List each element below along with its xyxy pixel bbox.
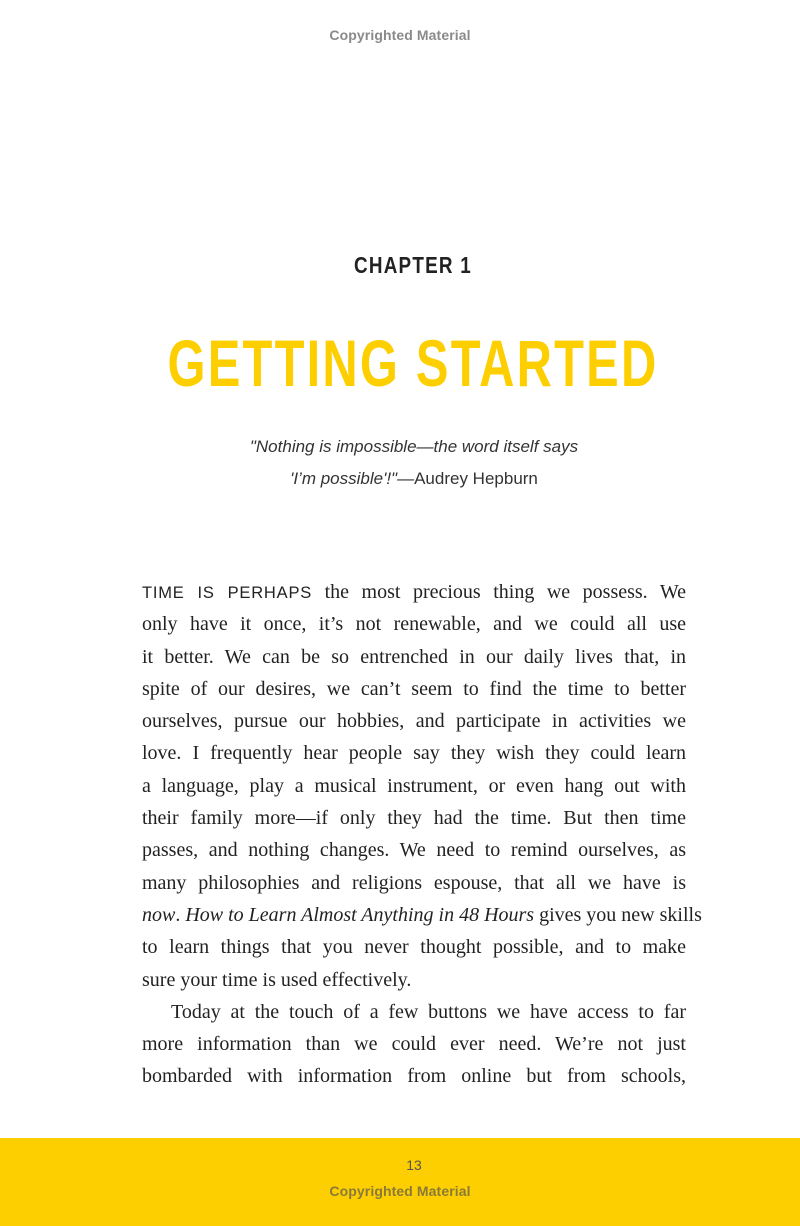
- lead-in: TIME IS PERHAPS: [142, 584, 313, 602]
- chapter-label: CHAPTER 1: [354, 252, 472, 278]
- body-text: [142, 576, 702, 1093]
- emphasis: now: [142, 903, 176, 926]
- copyright-watermark-top: Copyrighted Material: [329, 27, 471, 43]
- copyright-watermark-bottom: Copyrighted Material: [329, 1183, 471, 1199]
- text-line: Today at the touch of a few buttons we have access to far: [171, 1000, 686, 1023]
- epigraph-quote-end: 'I’m possible'!": [290, 469, 398, 488]
- epigraph-quote: "Nothing is impossible—the word itself says: [249, 437, 579, 456]
- text-line: spite of our desires, we can’t seem to find the time to better: [142, 677, 686, 700]
- text-line: only have it once, it’s not renewable, and we could all use: [142, 613, 686, 636]
- epigraph-attribution: —Audrey Hepburn: [397, 469, 538, 488]
- paragraph-1: [142, 576, 702, 996]
- text-line: love. I frequently hear people say they wish they could learn: [142, 742, 686, 765]
- page-footer-band: [0, 1138, 800, 1226]
- epigraph-line-1: [0, 437, 800, 457]
- paragraph-2: [142, 996, 686, 1093]
- text-line: now. How to Learn Almost Anything in 48 Hours gives you new skills: [142, 903, 702, 926]
- text-line: a language, play a musical instrument, or even hang out with: [142, 774, 686, 797]
- text-line: many philosophies and religions espouse, that all we have is: [142, 871, 686, 894]
- page-number: 13: [406, 1157, 422, 1173]
- text-line: sure your time is used effectively.: [142, 968, 412, 991]
- text-line: passes, and nothing changes. We need to remind ourselves, as: [142, 839, 686, 862]
- epigraph-line-2: [0, 469, 800, 489]
- text-line: ourselves, pursue our hobbies, and participate in activities we: [142, 710, 686, 733]
- chapter-title: GETTING STARTED: [167, 326, 659, 400]
- text-line: TIME IS PERHAPS the most precious thing we possess. We: [142, 581, 686, 603]
- text-line: it better. We can be so entrenched in our daily lives that, in: [142, 645, 686, 668]
- text-line: bombarded with information from online but from schools,: [142, 1065, 686, 1088]
- text-line: their family more—if only they had the time. But then time: [142, 807, 686, 830]
- text-line: more information than we could ever need. We’re not just: [142, 1033, 686, 1056]
- text-line: to learn things that you never thought possible, and to make: [142, 936, 686, 959]
- book-title: How to Learn Almost Anything in 48 Hours: [185, 903, 535, 926]
